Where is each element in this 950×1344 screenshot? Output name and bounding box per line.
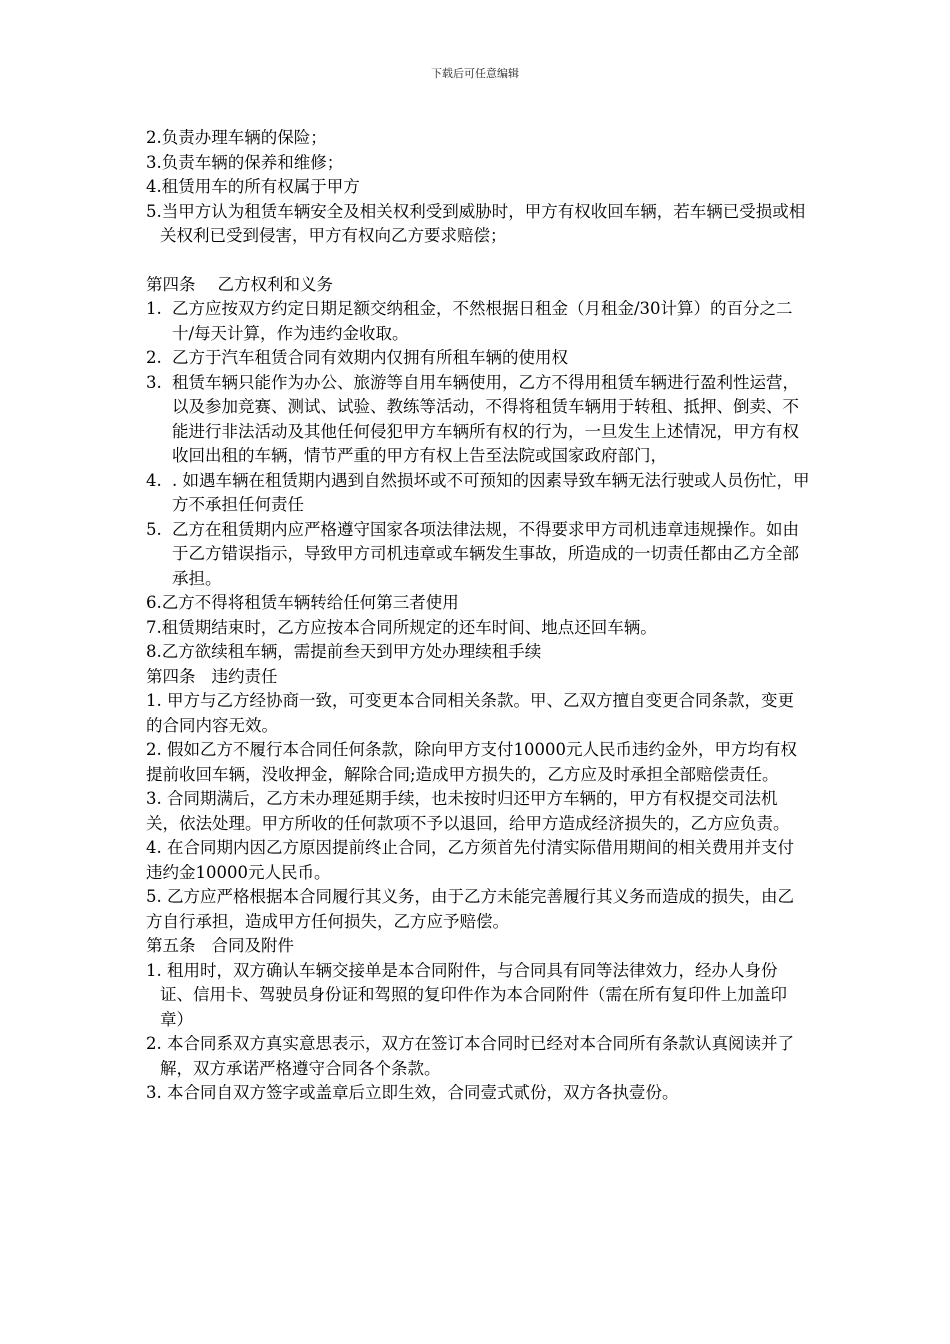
clause-4a-7: 7.租赁期结束时，乙方应按本合同所规定的还车时间、地点还回车辆。 (146, 617, 657, 637)
clause-3-5: 5.当甲方认为租赁车辆安全及相关权利受到威胁时，甲方有权收回车辆，若车辆已受损或相关权利已受到侵害，甲方有权向乙方要求赔偿； (146, 201, 806, 245)
clause-5-1: 1. 租用时，双方确认车辆交接单是本合同附件，与合同具有同等法律效力，经办人身份证、信用卡、驾驶员身份证和驾照的复印件作为本合同附件（需在所有复印件上加盖印章） (146, 960, 787, 1029)
clause-4a-3 (146, 371, 810, 469)
clause-text: 乙方在租赁期内应严格遵守国家各项法律法规，不得要求甲方司机违章违规操作。如由于乙方错误指示，导致甲方司机违章或车辆发生事故，所造成的一切责任都由乙方全部承担。 (172, 519, 799, 588)
clause-3-2: 2.负责办理车辆的保险； (146, 128, 327, 147)
clause-4a-1 (146, 297, 810, 346)
clause-text: 乙方于汽车租赁合同有效期内仅拥有所租车辆的使用权 (172, 348, 568, 367)
section-label: 第五条 (146, 936, 196, 955)
clause-4b-4: 4. 在合同期内因乙方原因提前终止合同，乙方须首先付清实际借用期间的相关费用并支付违约金10000元人民币。 (146, 838, 794, 882)
clause-number: 5. (146, 519, 162, 539)
clause-number: 2. (146, 348, 162, 367)
clause-5-2: 2. 本合同系双方真实意思表示，双方在签订本合同时已经对本合同所有条款认真阅读并了解，双方承诺严格遵守合同各个条款。 (146, 1034, 794, 1078)
clause-4b-5: 5. 乙方应严格根据本合同履行其义务，由于乙方未能完善履行其义务而造成的损失，由乙方自行承担，造成甲方任何损失，乙方应予赔偿。 (146, 887, 794, 931)
clause-4a-4 (146, 469, 810, 518)
section-title: 乙方权利和义务 (217, 274, 333, 294)
clause-4a-2 (146, 346, 810, 371)
clause-4a-8: 8.乙方欲续租车辆，需提前叁天到甲方处办理续租手续 (146, 642, 542, 661)
clause-4b-1: 1. 甲方与乙方经协商一致，可变更本合同相关条款。甲、乙双方擅自变更合同条款，变更的合同内容无效。 (146, 691, 794, 735)
clause-4a-6: 6.乙方不得将租赁车辆转给任何第三者使用 (146, 593, 459, 612)
clause-number: 4. (146, 470, 162, 490)
section-heading-5 (146, 934, 810, 959)
section-heading-4a (146, 273, 810, 298)
section-label: 第四条 (146, 274, 196, 294)
section-label: 第四条 (146, 666, 196, 686)
clause-3-3: 3.负责车辆的保养和维修； (146, 152, 344, 172)
clause-4b-2: 2. 假如乙方不履行本合同任何条款，除向甲方支付10000元人民币违约金外，甲方均有权提前收回车辆，没收押金，解除合同;造成甲方损失的，乙方应及时承担全部赔偿责任。 (146, 740, 797, 784)
clause-text: 租赁车辆只能作为办公、旅游等自用车辆使用，乙方不得用租赁车辆进行盈利性运营，以及参加竞赛、测试、试验、教练等活动，不得将租赁车辆用于转租、抵押、倒卖、不能进行非法活动及其他任何侵犯甲方车辆所有权的行为，一旦发生上述情况，甲方有权收回出租的车辆，情节严重的甲方有权上告至法院或国家政府部门， (172, 372, 799, 465)
page-header: 下载后可任意编辑 (431, 67, 519, 80)
clause-4b-3: 3. 合同期满后，乙方未办理延期手续，也未按时归还甲方车辆的，甲方有权提交司法机关，依法处理。甲方所收的任何款项不予以退回，给甲方造成经济损失的，乙方应负责。 (146, 789, 790, 833)
section-title: 违约责任 (211, 666, 278, 686)
clause-number: 1. (146, 299, 162, 318)
section-title: 合同及附件 (211, 936, 294, 955)
clause-3-4: 4.租赁用车的所有权属于甲方 (146, 177, 360, 196)
document-body (146, 126, 810, 1106)
section-spacer (146, 249, 810, 273)
clause-4a-5 (146, 518, 810, 592)
clause-text: 乙方应按双方约定日期足额交纳租金，不然根据日租金（月租金/30计算）的百分之二十/每天计算，作为违约金收取。 (172, 299, 793, 343)
clause-text: . 如遇车辆在租赁期内遇到自然损坏或不可预知的因素导致车辆无法行驶或人员伤忙，甲方不承担任何责任 (172, 470, 810, 514)
section-heading-4b (146, 665, 810, 690)
clause-5-3: 3. 本合同自双方签字或盖章后立即生效，合同壹式贰份，双方各执壹份。 (146, 1083, 679, 1102)
clause-number: 3. (146, 372, 162, 392)
